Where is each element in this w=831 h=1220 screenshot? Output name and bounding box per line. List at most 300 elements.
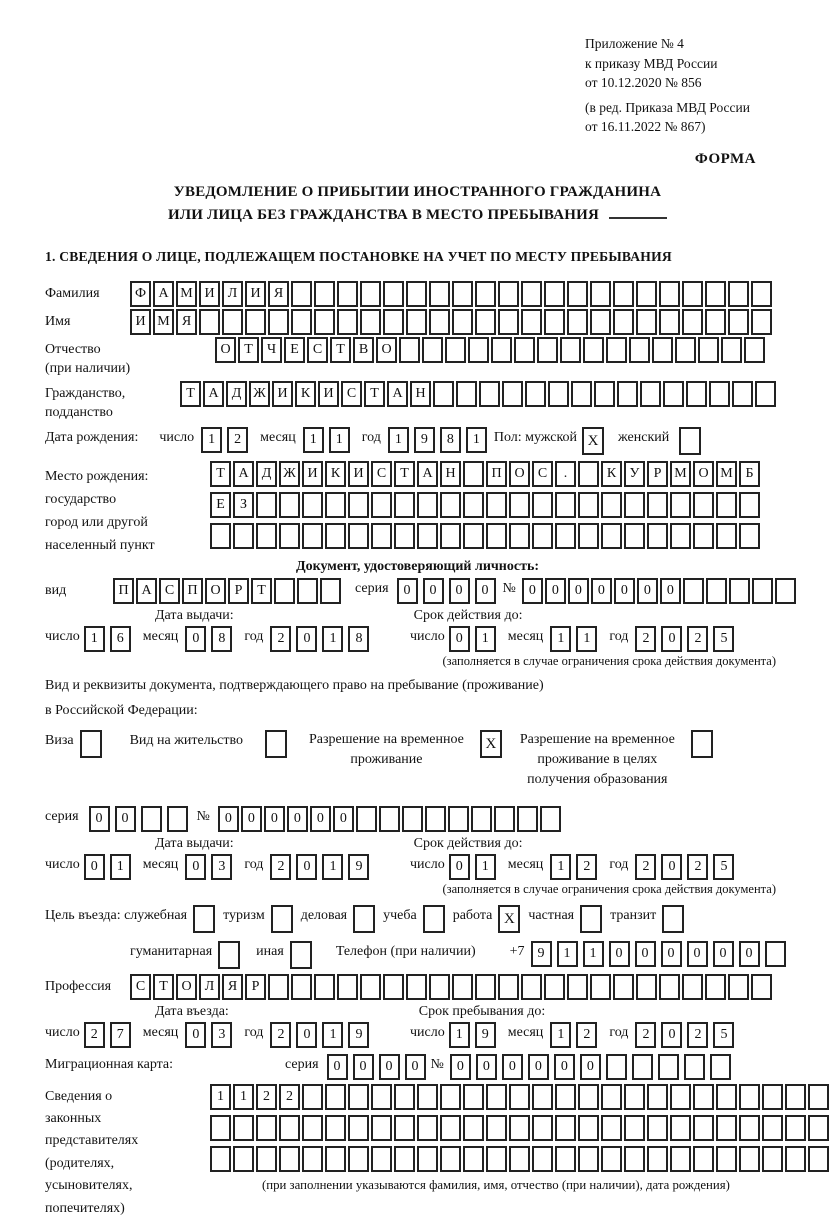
char-cell[interactable]: С	[532, 461, 553, 487]
char-cell[interactable]	[716, 523, 737, 549]
char-cell[interactable]: О	[215, 337, 236, 363]
char-cell[interactable]	[279, 1115, 300, 1141]
char-cell[interactable]	[279, 1146, 300, 1172]
char-cell[interactable]	[693, 1146, 714, 1172]
char-cell[interactable]	[337, 281, 358, 307]
char-cell[interactable]	[417, 1115, 438, 1141]
char-cell[interactable]	[509, 1146, 530, 1172]
char-cell[interactable]	[710, 1054, 731, 1080]
char-cell[interactable]	[452, 281, 473, 307]
char-cell[interactable]	[567, 974, 588, 1000]
char-cell[interactable]	[682, 309, 703, 335]
char-cell[interactable]	[302, 1146, 323, 1172]
char-cell[interactable]: 1	[466, 427, 487, 453]
char-cell[interactable]: И	[130, 309, 151, 335]
char-cell[interactable]	[394, 1084, 415, 1110]
char-cell[interactable]: Т	[238, 337, 259, 363]
char-cell[interactable]	[302, 492, 323, 518]
char-cell[interactable]: Р	[245, 974, 266, 1000]
char-cell[interactable]	[494, 806, 515, 832]
char-cell[interactable]: У	[624, 461, 645, 487]
char-cell[interactable]	[406, 281, 427, 307]
char-cell[interactable]: К	[601, 461, 622, 487]
char-cell[interactable]: 0	[296, 1022, 317, 1048]
char-cell[interactable]	[517, 806, 538, 832]
char-cell[interactable]: 0	[287, 806, 308, 832]
char-cell[interactable]	[555, 1146, 576, 1172]
char-cell[interactable]	[521, 309, 542, 335]
char-cell[interactable]	[429, 309, 450, 335]
char-cell[interactable]	[279, 523, 300, 549]
char-cell[interactable]	[613, 974, 634, 1000]
char-cell[interactable]	[537, 337, 558, 363]
char-cell[interactable]: 0	[580, 1054, 601, 1080]
char-cell[interactable]	[371, 523, 392, 549]
char-cell[interactable]: 3	[211, 854, 232, 880]
char-cell[interactable]	[706, 578, 727, 604]
char-cell[interactable]	[429, 974, 450, 1000]
char-cell[interactable]	[509, 1115, 530, 1141]
char-cell[interactable]	[709, 381, 730, 407]
char-cell[interactable]	[693, 1115, 714, 1141]
char-cell[interactable]	[268, 309, 289, 335]
char-cell[interactable]	[348, 492, 369, 518]
char-cell[interactable]	[356, 806, 377, 832]
char-cell[interactable]	[486, 1084, 507, 1110]
char-cell[interactable]	[670, 1115, 691, 1141]
char-cell[interactable]	[463, 461, 484, 487]
char-cell[interactable]	[659, 281, 680, 307]
char-cell[interactable]	[762, 1115, 783, 1141]
char-cell[interactable]: Р	[228, 578, 249, 604]
char-cell[interactable]	[606, 337, 627, 363]
char-cell[interactable]	[594, 381, 615, 407]
char-cell[interactable]	[670, 1084, 691, 1110]
char-cell[interactable]	[532, 1115, 553, 1141]
char-cell[interactable]: 0	[661, 626, 682, 652]
char-cell[interactable]	[394, 1115, 415, 1141]
char-cell[interactable]: Б	[739, 461, 760, 487]
char-cell[interactable]	[256, 1115, 277, 1141]
char-cell[interactable]	[532, 1084, 553, 1110]
char-cell[interactable]: К	[295, 381, 316, 407]
char-cell[interactable]: 1	[388, 427, 409, 453]
char-cell[interactable]: 0	[609, 941, 630, 967]
char-cell[interactable]	[274, 578, 295, 604]
char-cell[interactable]	[698, 337, 719, 363]
char-cell[interactable]: Я	[268, 281, 289, 307]
char-cell[interactable]: 1	[303, 427, 324, 453]
char-cell[interactable]	[571, 381, 592, 407]
char-cell[interactable]: 0	[476, 1054, 497, 1080]
char-cell[interactable]	[739, 1115, 760, 1141]
char-cell[interactable]: 0	[327, 1054, 348, 1080]
char-cell[interactable]: С	[159, 578, 180, 604]
char-cell[interactable]: 9	[531, 941, 552, 967]
char-cell[interactable]	[728, 281, 749, 307]
char-cell[interactable]: М	[670, 461, 691, 487]
char-cell[interactable]: 0	[554, 1054, 575, 1080]
char-cell[interactable]: А	[203, 381, 224, 407]
char-cell[interactable]	[613, 281, 634, 307]
char-cell[interactable]	[560, 337, 581, 363]
char-cell[interactable]	[440, 1115, 461, 1141]
char-cell[interactable]: 2	[84, 1022, 105, 1048]
char-cell[interactable]	[729, 578, 750, 604]
char-cell[interactable]: 8	[440, 427, 461, 453]
char-cell[interactable]	[348, 1084, 369, 1110]
char-cell[interactable]	[629, 337, 650, 363]
char-cell[interactable]	[422, 337, 443, 363]
char-cell[interactable]: Я	[222, 974, 243, 1000]
char-cell[interactable]: И	[318, 381, 339, 407]
char-cell[interactable]: Ф	[130, 281, 151, 307]
char-cell[interactable]	[325, 492, 346, 518]
char-cell[interactable]: 1	[233, 1084, 254, 1110]
char-cell[interactable]	[682, 974, 703, 1000]
char-cell[interactable]	[555, 1115, 576, 1141]
char-cell[interactable]: 2	[687, 1022, 708, 1048]
char-cell[interactable]: А	[153, 281, 174, 307]
char-cell[interactable]: 1	[550, 626, 571, 652]
char-cell[interactable]	[751, 974, 772, 1000]
char-cell[interactable]: 0	[449, 626, 470, 652]
char-cell[interactable]: 0	[568, 578, 589, 604]
char-cell[interactable]: Т	[180, 381, 201, 407]
char-cell[interactable]: 0	[450, 1054, 471, 1080]
char-cell[interactable]	[463, 523, 484, 549]
char-cell[interactable]	[348, 1146, 369, 1172]
char-cell[interactable]	[383, 974, 404, 1000]
char-cell[interactable]	[471, 806, 492, 832]
char-cell[interactable]	[647, 492, 668, 518]
char-cell[interactable]: 0	[614, 578, 635, 604]
char-cell[interactable]	[371, 492, 392, 518]
char-cell[interactable]: 2	[687, 854, 708, 880]
char-cell[interactable]	[406, 974, 427, 1000]
char-cell[interactable]	[371, 1084, 392, 1110]
char-cell[interactable]	[808, 1084, 829, 1110]
char-cell[interactable]	[647, 1115, 668, 1141]
purpose-humanitarian-checkbox[interactable]	[218, 941, 240, 969]
char-cell[interactable]	[670, 1146, 691, 1172]
char-cell[interactable]	[578, 1084, 599, 1110]
char-cell[interactable]: 0	[185, 1022, 206, 1048]
char-cell[interactable]	[567, 281, 588, 307]
char-cell[interactable]	[755, 381, 776, 407]
char-cell[interactable]: 0	[449, 578, 470, 604]
char-cell[interactable]	[302, 1084, 323, 1110]
char-cell[interactable]	[210, 523, 231, 549]
char-cell[interactable]	[479, 381, 500, 407]
char-cell[interactable]: 9	[348, 1022, 369, 1048]
char-cell[interactable]	[417, 1146, 438, 1172]
char-cell[interactable]	[808, 1115, 829, 1141]
char-cell[interactable]	[256, 523, 277, 549]
char-cell[interactable]: М	[716, 461, 737, 487]
char-cell[interactable]: 0	[89, 806, 110, 832]
purpose-official-checkbox[interactable]	[193, 905, 215, 933]
char-cell[interactable]: 2	[687, 626, 708, 652]
char-cell[interactable]: 0	[591, 578, 612, 604]
char-cell[interactable]: К	[325, 461, 346, 487]
char-cell[interactable]: Ч	[261, 337, 282, 363]
char-cell[interactable]	[509, 523, 530, 549]
char-cell[interactable]	[544, 281, 565, 307]
char-cell[interactable]	[521, 974, 542, 1000]
char-cell[interactable]	[601, 1146, 622, 1172]
char-cell[interactable]	[752, 578, 773, 604]
char-cell[interactable]	[399, 337, 420, 363]
char-cell[interactable]: Е	[210, 492, 231, 518]
char-cell[interactable]: О	[509, 461, 530, 487]
char-cell[interactable]	[291, 309, 312, 335]
purpose-other-checkbox[interactable]	[290, 941, 312, 969]
char-cell[interactable]	[682, 281, 703, 307]
char-cell[interactable]	[716, 492, 737, 518]
char-cell[interactable]: 9	[348, 854, 369, 880]
char-cell[interactable]	[785, 1115, 806, 1141]
char-cell[interactable]: 5	[713, 1022, 734, 1048]
char-cell[interactable]	[297, 578, 318, 604]
char-cell[interactable]	[337, 309, 358, 335]
char-cell[interactable]: Е	[284, 337, 305, 363]
char-cell[interactable]	[670, 492, 691, 518]
char-cell[interactable]: 0	[502, 1054, 523, 1080]
char-cell[interactable]	[578, 1115, 599, 1141]
char-cell[interactable]	[686, 381, 707, 407]
char-cell[interactable]: С	[341, 381, 362, 407]
char-cell[interactable]	[486, 1146, 507, 1172]
char-cell[interactable]: 0	[379, 1054, 400, 1080]
char-cell[interactable]	[636, 974, 657, 1000]
char-cell[interactable]	[647, 523, 668, 549]
char-cell[interactable]	[739, 1084, 760, 1110]
char-cell[interactable]	[785, 1146, 806, 1172]
char-cell[interactable]	[463, 1084, 484, 1110]
char-cell[interactable]	[659, 309, 680, 335]
char-cell[interactable]: Н	[440, 461, 461, 487]
char-cell[interactable]: 0	[310, 806, 331, 832]
char-cell[interactable]: 2	[576, 1022, 597, 1048]
char-cell[interactable]: 0	[115, 806, 136, 832]
char-cell[interactable]	[647, 1146, 668, 1172]
char-cell[interactable]	[371, 1146, 392, 1172]
char-cell[interactable]: О	[376, 337, 397, 363]
char-cell[interactable]: 0	[185, 626, 206, 652]
char-cell[interactable]	[440, 1146, 461, 1172]
char-cell[interactable]: 0	[397, 578, 418, 604]
char-cell[interactable]	[167, 806, 188, 832]
char-cell[interactable]: В	[353, 337, 374, 363]
char-cell[interactable]: 2	[279, 1084, 300, 1110]
char-cell[interactable]: О	[176, 974, 197, 1000]
purpose-work-checkbox[interactable]: X	[498, 905, 520, 933]
char-cell[interactable]	[429, 281, 450, 307]
char-cell[interactable]	[632, 1054, 653, 1080]
char-cell[interactable]: П	[113, 578, 134, 604]
char-cell[interactable]	[406, 309, 427, 335]
char-cell[interactable]	[601, 492, 622, 518]
char-cell[interactable]: Д	[256, 461, 277, 487]
char-cell[interactable]	[744, 337, 765, 363]
char-cell[interactable]: И	[199, 281, 220, 307]
char-cell[interactable]: 9	[475, 1022, 496, 1048]
char-cell[interactable]	[601, 1084, 622, 1110]
char-cell[interactable]: 0	[296, 854, 317, 880]
char-cell[interactable]	[739, 1146, 760, 1172]
char-cell[interactable]: 0	[296, 626, 317, 652]
char-cell[interactable]	[468, 337, 489, 363]
char-cell[interactable]: 2	[270, 1022, 291, 1048]
char-cell[interactable]	[498, 974, 519, 1000]
char-cell[interactable]	[647, 1084, 668, 1110]
char-cell[interactable]: Т	[153, 974, 174, 1000]
char-cell[interactable]	[417, 523, 438, 549]
char-cell[interactable]	[640, 381, 661, 407]
char-cell[interactable]: 1	[475, 854, 496, 880]
char-cell[interactable]	[360, 974, 381, 1000]
char-cell[interactable]	[360, 281, 381, 307]
char-cell[interactable]: Л	[222, 281, 243, 307]
char-cell[interactable]: 5	[713, 854, 734, 880]
char-cell[interactable]	[732, 381, 753, 407]
char-cell[interactable]	[222, 309, 243, 335]
sex-female-checkbox[interactable]	[679, 427, 701, 455]
purpose-business-checkbox[interactable]	[353, 905, 375, 933]
char-cell[interactable]	[728, 309, 749, 335]
char-cell[interactable]	[425, 806, 446, 832]
char-cell[interactable]	[509, 1084, 530, 1110]
char-cell[interactable]	[555, 523, 576, 549]
char-cell[interactable]	[291, 974, 312, 1000]
char-cell[interactable]: 0	[475, 578, 496, 604]
char-cell[interactable]	[578, 1146, 599, 1172]
char-cell[interactable]	[440, 523, 461, 549]
char-cell[interactable]	[532, 492, 553, 518]
char-cell[interactable]: Т	[364, 381, 385, 407]
char-cell[interactable]	[716, 1146, 737, 1172]
char-cell[interactable]: 2	[576, 854, 597, 880]
char-cell[interactable]	[463, 492, 484, 518]
char-cell[interactable]: 2	[635, 854, 656, 880]
char-cell[interactable]: 1	[329, 427, 350, 453]
temp-residence-education-checkbox[interactable]	[691, 730, 713, 758]
char-cell[interactable]	[636, 281, 657, 307]
char-cell[interactable]: 1	[210, 1084, 231, 1110]
char-cell[interactable]: Н	[410, 381, 431, 407]
char-cell[interactable]: 1	[322, 854, 343, 880]
char-cell[interactable]	[617, 381, 638, 407]
char-cell[interactable]	[693, 1084, 714, 1110]
char-cell[interactable]: 2	[635, 1022, 656, 1048]
char-cell[interactable]	[659, 974, 680, 1000]
char-cell[interactable]	[751, 281, 772, 307]
char-cell[interactable]: 7	[110, 1022, 131, 1048]
char-cell[interactable]: С	[130, 974, 151, 1000]
char-cell[interactable]: Ж	[279, 461, 300, 487]
char-cell[interactable]	[663, 381, 684, 407]
char-cell[interactable]	[583, 337, 604, 363]
char-cell[interactable]: Т	[251, 578, 272, 604]
char-cell[interactable]: 1	[550, 854, 571, 880]
char-cell[interactable]: 5	[713, 626, 734, 652]
char-cell[interactable]: Д	[226, 381, 247, 407]
visa-checkbox[interactable]	[80, 730, 102, 758]
char-cell[interactable]: 0	[84, 854, 105, 880]
char-cell[interactable]	[705, 309, 726, 335]
char-cell[interactable]: 2	[270, 626, 291, 652]
char-cell[interactable]: Т	[210, 461, 231, 487]
char-cell[interactable]	[498, 309, 519, 335]
char-cell[interactable]	[514, 337, 535, 363]
char-cell[interactable]	[245, 309, 266, 335]
char-cell[interactable]: 9	[414, 427, 435, 453]
char-cell[interactable]: 8	[348, 626, 369, 652]
char-cell[interactable]: А	[417, 461, 438, 487]
char-cell[interactable]	[141, 806, 162, 832]
char-cell[interactable]	[765, 941, 786, 967]
char-cell[interactable]	[683, 578, 704, 604]
char-cell[interactable]	[320, 578, 341, 604]
char-cell[interactable]	[762, 1146, 783, 1172]
char-cell[interactable]	[268, 974, 289, 1000]
char-cell[interactable]	[456, 381, 477, 407]
char-cell[interactable]: 0	[661, 1022, 682, 1048]
char-cell[interactable]	[360, 309, 381, 335]
char-cell[interactable]: 0	[405, 1054, 426, 1080]
char-cell[interactable]	[498, 281, 519, 307]
char-cell[interactable]	[590, 974, 611, 1000]
char-cell[interactable]	[624, 1146, 645, 1172]
char-cell[interactable]	[578, 523, 599, 549]
char-cell[interactable]	[452, 974, 473, 1000]
char-cell[interactable]: 1	[110, 854, 131, 880]
char-cell[interactable]	[448, 806, 469, 832]
char-cell[interactable]	[716, 1115, 737, 1141]
char-cell[interactable]	[590, 309, 611, 335]
char-cell[interactable]	[486, 492, 507, 518]
char-cell[interactable]: Т	[394, 461, 415, 487]
char-cell[interactable]	[578, 461, 599, 487]
char-cell[interactable]: 2	[270, 854, 291, 880]
char-cell[interactable]	[486, 1115, 507, 1141]
char-cell[interactable]: Я	[176, 309, 197, 335]
sex-male-checkbox[interactable]: X	[582, 427, 604, 455]
char-cell[interactable]: 0	[661, 854, 682, 880]
char-cell[interactable]	[233, 1115, 254, 1141]
char-cell[interactable]	[502, 381, 523, 407]
char-cell[interactable]	[417, 492, 438, 518]
char-cell[interactable]	[325, 523, 346, 549]
char-cell[interactable]	[532, 523, 553, 549]
char-cell[interactable]	[721, 337, 742, 363]
char-cell[interactable]	[325, 1084, 346, 1110]
char-cell[interactable]	[463, 1146, 484, 1172]
char-cell[interactable]: 0	[528, 1054, 549, 1080]
char-cell[interactable]: 0	[522, 578, 543, 604]
char-cell[interactable]: 0	[423, 578, 444, 604]
char-cell[interactable]	[693, 523, 714, 549]
char-cell[interactable]	[716, 1084, 737, 1110]
char-cell[interactable]: А	[136, 578, 157, 604]
char-cell[interactable]	[394, 523, 415, 549]
char-cell[interactable]	[590, 281, 611, 307]
char-cell[interactable]: М	[176, 281, 197, 307]
char-cell[interactable]	[233, 523, 254, 549]
char-cell[interactable]: 2	[227, 427, 248, 453]
char-cell[interactable]	[624, 523, 645, 549]
